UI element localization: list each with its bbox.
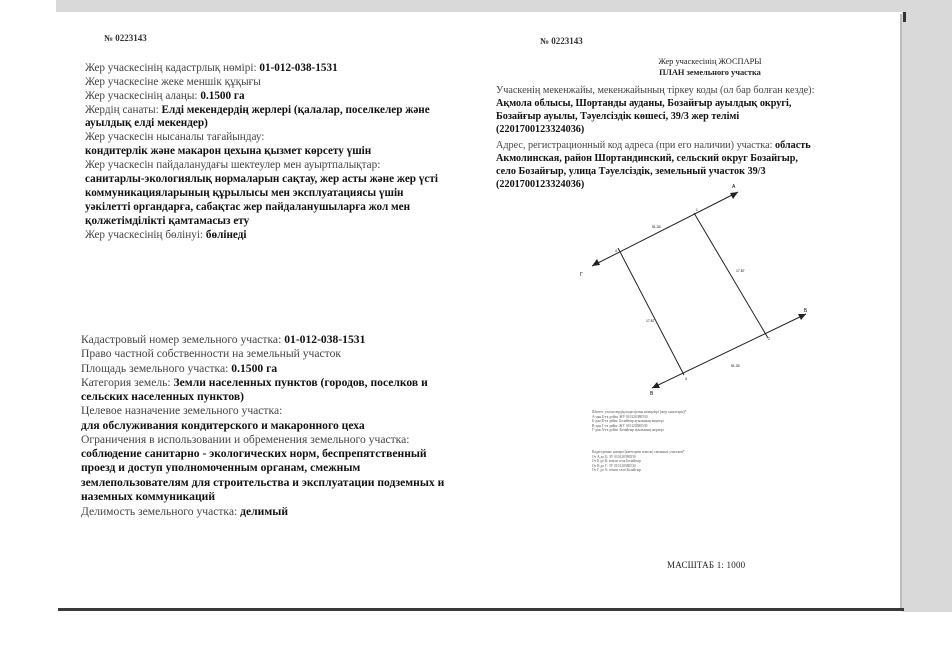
legend-ru	[592, 450, 684, 473]
kz-category-label: Жердің санаты:	[85, 104, 159, 116]
ru-restrictions-2: проезд и доступ уполномоченным органам, смежным	[81, 461, 361, 474]
legend-ru-line: От Г до А: земли села Бозайгыр	[592, 468, 641, 473]
address-ru-label-tail: область	[774, 140, 811, 151]
sheet-edge-right	[900, 14, 902, 608]
plan-point-2: 2	[768, 337, 770, 341]
plan-title-ru: ПЛАН земельного участка	[659, 68, 761, 77]
legend-kz-line: Г-дан А-ға дейін: Бозайғыр ауылының жерлері	[592, 428, 664, 433]
plan-dim-bottom: 51.33	[731, 364, 740, 368]
kz-area-value: 0.1500 га	[200, 90, 245, 102]
kz-restrictions-1: санитарлы-экологиялық нормаларын сақтау, жер асты және жер үсті	[85, 173, 438, 185]
ru-restrictions-1: соблюдение санитарно - экологических норм, беспрепятственный	[81, 447, 427, 460]
kz-category-value-1: Елді мекендердің жерлері (қалалар, поселкелер және	[161, 104, 430, 116]
legend-kz-line: Б-дан В-ға дейін: Бозайғыр ауылының жерлері	[592, 419, 664, 424]
plan-dim-right: 17.87	[736, 269, 745, 273]
ru-restrictions-4: наземных коммуникаций	[81, 490, 216, 503]
kz-purpose-value: кондитерлік және макарон цехына қызмет көрсету үшін	[85, 145, 372, 157]
sheet-bottom-edge	[58, 608, 904, 611]
kz-cadastral-label: Жер учаскесінің кадастрлық нөмірі:	[85, 62, 257, 74]
ru-category-row	[81, 376, 428, 389]
ru-cadastral-label: Кадастровый номер земельного участка:	[81, 333, 282, 346]
kz-right-label: Жер учаскесіне жеке меншік құқығы	[85, 76, 261, 88]
ru-category-value-2: сельских населенных пунктов)	[81, 390, 244, 403]
ru-category-value-1: Земли населенных пунктов (городов, поселков и	[173, 376, 428, 389]
plan-boundary-top	[592, 192, 738, 266]
legend-kz-line: Шектес учаскелердің кадастрлық нөмірлері (жер санаттары)*	[592, 410, 687, 414]
legend-ru-line: От В до Г: ЗУ 010120380530	[592, 463, 636, 468]
legend-kz-line: А-дан Б-ға дейін: ЖУ 010120380530	[592, 414, 648, 419]
legend-ru-line: Кадастровые номера (категории земель) смежных участков*	[592, 450, 685, 454]
plan-dim-left: 17.87	[646, 319, 655, 323]
plan-boundary-right	[694, 213, 768, 338]
plan-label-b: Б	[804, 308, 808, 314]
ru-area-value: 0.1500 га	[231, 362, 278, 375]
ru-restrictions-label: Ограничения в использовании и обременения земельного участка:	[81, 433, 410, 446]
address-ru-line-2: село Бозайғыр, улица Тәуелсіздік, земельный участок 39/3	[496, 166, 766, 177]
kz-restrictions-3: уәкілетті органдарға, сабақтас жер пайдаланушыларға жол мен	[85, 201, 411, 213]
kz-cadastral-value: 01-012-038-1531	[259, 62, 338, 74]
plan-point-1: 1	[696, 208, 698, 212]
kz-area-label: Жер учаскесінің алаңы:	[85, 90, 198, 102]
background-left	[0, 0, 56, 648]
legend-kz-line: В-дан Г-ға дейін: ЖУ 010120380530	[592, 423, 648, 428]
plan-title-kz: Жер учаскесінің ЖОСПАРЫ	[658, 57, 762, 66]
legend-ru-line: От Б до В: земли села Бозайгыр	[592, 459, 641, 464]
legend-ru-line: От А до Б: ЗУ 010120380530	[592, 454, 636, 459]
ru-right-label: Право частной собственности на земельный участок	[81, 347, 342, 360]
kz-divisibility-label: Жер учаскесінің бөлінуі:	[85, 229, 204, 241]
kz-divisibility-value: бөлінеді	[205, 229, 247, 241]
kz-purpose-label: Жер учаскесін нысаналы тағайындау:	[85, 131, 265, 143]
ru-divisibility-row	[81, 505, 288, 518]
address-ru-label: Адрес, регистрационный код адреса (при его наличии) участка:	[496, 140, 773, 151]
ru-purpose-label: Целевое назначение земельного участка:	[81, 404, 283, 417]
plot-plan-drawing	[560, 180, 820, 400]
ru-area-row	[81, 362, 277, 375]
plan-boundary-left	[618, 248, 684, 375]
plan-point-4: 4	[615, 249, 617, 253]
plan-label-g: Г	[580, 272, 583, 278]
legend-kz	[592, 410, 686, 433]
ru-purpose-value: для обслуживания кондитерского и макаронного цеха	[81, 419, 365, 432]
plan-label-a: А	[732, 184, 736, 190]
ru-area-label: Площадь земельного участка:	[81, 362, 229, 375]
kz-restrictions-4: қолжетімділікті қамтамасыз ету	[85, 215, 250, 227]
plan-scale: МАСШТАБ 1: 1000	[667, 560, 746, 570]
address-kz-line-2: Бозайғыр ауылы, Тәуелсіздік көшесі, 39/3 жер телімі	[496, 111, 740, 122]
kz-restrictions-label: Жер учаскесін пайдаланудағы шектеулер мен ауыртпалықтар:	[85, 159, 381, 171]
ru-restrictions-3: землепользователям для строительства и эксплуатации подземных и	[81, 476, 445, 489]
left-doc-number: № 0223143	[104, 33, 147, 43]
kz-category-value-2: ауылдық елді мекендер)	[85, 117, 208, 129]
ru-category-label: Категория земель:	[81, 376, 171, 389]
background-bottom	[0, 612, 952, 648]
plan-label-v: В	[650, 391, 654, 397]
address-ru-line-1: Акмолинская, район Шортандинский, сельский округ Бозайгыр,	[496, 153, 798, 164]
kz-divisibility-row	[85, 229, 247, 242]
address-ru-label-row	[496, 140, 811, 153]
kz-restrictions-2: коммуникацияларының құрылысы мен эксплуатациясы үшін	[85, 187, 404, 199]
ru-cadastral-row	[81, 333, 365, 346]
kz-cadastral-row	[85, 62, 338, 75]
kz-area-row	[85, 90, 245, 103]
ru-cadastral-value: 01-012-038-1531	[284, 333, 366, 346]
plan-dim-top: 51.33	[652, 225, 661, 229]
address-kz-line-1: Ақмола облысы, Шортанды ауданы, Бозайғыр ауылдық округі,	[496, 98, 792, 109]
plan-point-3: 3	[685, 377, 687, 381]
sheet-corner-mark	[903, 12, 906, 22]
ru-divisibility-label: Делимость земельного участка:	[81, 505, 238, 518]
address-ru-line-3: (2201700123324036)	[496, 179, 585, 190]
address-kz-label: Учаскенің мекенжайы, мекенжайының тіркеу коды (ол бар болған кезде):	[496, 85, 815, 96]
address-kz-line-3: (2201700123324036)	[496, 124, 585, 135]
ru-divisibility-value: делимый	[240, 505, 288, 518]
right-doc-number: № 0223143	[540, 36, 583, 46]
plan-boundary-bottom	[652, 314, 806, 388]
kz-category-row	[85, 104, 430, 117]
